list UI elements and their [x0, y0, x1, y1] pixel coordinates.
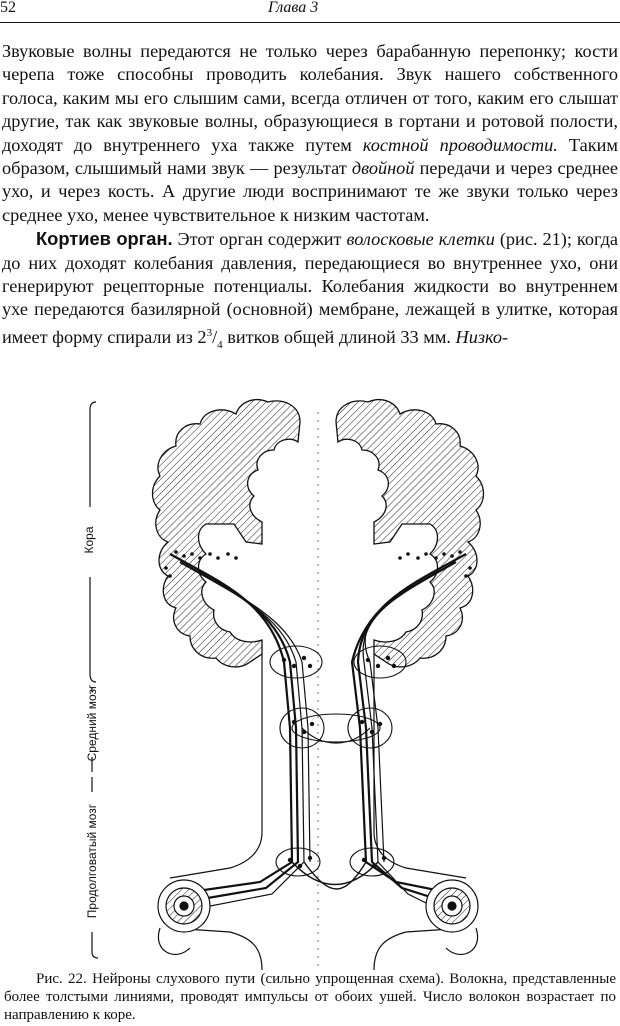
paragraph2-italic-a: волосковые клетки — [346, 229, 495, 250]
paragraph1-italic-b: двойной — [351, 158, 415, 179]
brainstem-left-lower — [170, 928, 262, 970]
section-heading: Кортиев орган. — [36, 228, 173, 250]
right-hemisphere — [336, 400, 484, 667]
cortex-bracket-top — [90, 402, 96, 507]
figure-caption — [4, 970, 616, 1024]
fraction-denominator: 4 — [217, 338, 223, 351]
fraction-slash: / — [212, 326, 218, 347]
brainstem-right-lower — [374, 928, 466, 970]
caption-text: Рис. 22. Нейроны слухового пути (сильно упрощенная схема). Волокна, представленные более толстыми линиями, проводят импульсы от обоих ушей. Число волокон возрастает по направлению к коре. — [4, 971, 616, 1023]
label-medulla: Продолговатый мозг — [85, 803, 99, 919]
brainstem-left-edge — [170, 654, 262, 878]
paragraph2-text-c: витков общей длиной 33 мм. — [222, 326, 456, 347]
crossing-fibers-1 — [292, 862, 378, 885]
page-number: 52 — [0, 0, 16, 16]
label-cortex: Кора — [82, 526, 96, 554]
running-head: Глава 3 — [268, 0, 319, 16]
paragraph1-text-a: Звуковые волны передаются не только через барабанную перепонку; кости черепа тоже способны проводить колебания. Звук нашего собственного голоса, каким мы его слышим сами, всегда отличен от того, каким его слышат другие, так как звуковые волны, образующиеся в гортани и ротовой полости, доходят до внутреннего уха также путем — [2, 41, 618, 155]
page-header — [0, 0, 620, 22]
header-rule — [0, 22, 620, 23]
fiber-tracts — [170, 554, 466, 908]
fraction-numerator: 3 — [206, 326, 213, 339]
paragraph2-text-a: Этот орган содержит — [172, 229, 347, 250]
left-hemisphere — [153, 400, 301, 667]
paragraph1-text-b: Таким образом, слышимый нами звук — результат — [2, 134, 618, 179]
paragraph-sound-conduction — [2, 40, 618, 227]
medulla-bracket-bottom — [92, 932, 98, 958]
cortex-bracket-bottom — [90, 577, 96, 682]
brainstem-right-edge — [374, 654, 466, 878]
right-cochlea — [426, 880, 478, 954]
left-tract-4 — [200, 572, 310, 862]
paragraph2-text-b: (рис. 21); когда до них доходят колебания давления, передающиеся во внутреннее ухо, они генерируют рецепторные потенциалы. Колебания жидкости во внутреннем ухе передаются базилярной (основной) мембране, лежащей в улитке, которая имеет форму спирали из 2 — [2, 229, 619, 347]
paragraph1-italic-a: костной проводимости. — [362, 134, 558, 155]
paragraph-organ-of-corti — [2, 227, 618, 357]
paragraph2-italic-b: Низко- — [455, 326, 509, 347]
paragraph1-text-c: передачи и через среднее ухо, и через кость. А другие люди воспринимают те же звуки только через среднее ухо, менее чувствительное к низким частотам. — [2, 158, 618, 225]
label-midbrain: Средний мозг — [85, 684, 99, 762]
figure-auditory-pathway — [0, 392, 620, 970]
body-text — [2, 40, 618, 357]
left-cochlea — [158, 880, 210, 954]
